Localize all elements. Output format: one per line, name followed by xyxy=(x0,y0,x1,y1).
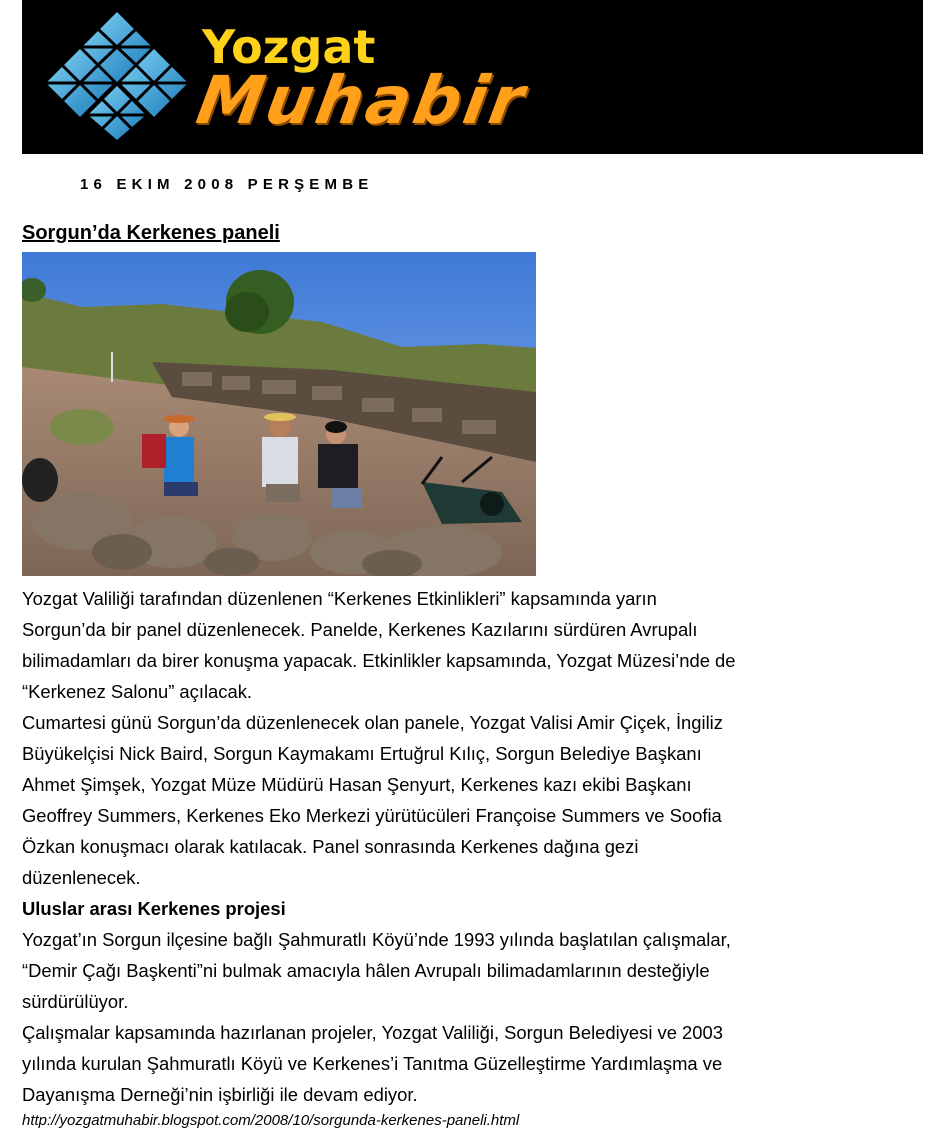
article-line: Sorgun’da bir panel düzenlenecek. Panelde, Kerkenes Kazılarını sürdüren Avrupalı xyxy=(22,619,698,640)
article-body xyxy=(22,583,902,1110)
article-line: düzenlenecek. xyxy=(22,867,141,888)
logo-text-muhabir: Muhabir xyxy=(191,62,533,139)
article-line: Büyükelçisi Nick Baird, Sorgun Kaymakamı Ertuğrul Kılıç, Sorgun Belediye Başkanı xyxy=(22,743,702,764)
article-line: Dayanışma Derneği’nin işbirliği ile devam ediyor. xyxy=(22,1084,418,1105)
source-url-link[interactable]: http://yozgatmuhabir.blogspot.com/2008/10/sorgunda-kerkenes-paneli.html xyxy=(22,1112,520,1129)
article-line: bilimadamları da birer konuşma yapacak. Etkinlikler kapsamında, Yozgat Müzesi’nde de xyxy=(22,650,736,671)
post-date: 16 EKIM 2008 PERŞEMBE xyxy=(80,176,374,193)
logo-text-yozgat: Yozgat xyxy=(202,20,376,74)
article-line: sürdürülüyor. xyxy=(22,991,129,1012)
article-line: Geoffrey Summers, Kerkenes Eko Merkezi yürütücüleri Françoise Summers ve Soofia xyxy=(22,805,722,826)
article-line: “Demir Çağı Başkenti”ni bulmak amacıyla hâlen Avrupalı bilimadamlarının desteğiyle xyxy=(22,960,710,981)
article-line: Ahmet Şimşek, Yozgat Müze Müdürü Hasan Şenyurt, Kerkenes kazı ekibi Başkanı xyxy=(22,774,692,795)
excavation-photo-icon xyxy=(22,252,536,576)
article-line: Çalışmalar kapsamında hazırlanan projeler, Yozgat Valiliği, Sorgun Belediyesi ve 2003 xyxy=(22,1022,723,1043)
article-line: yılında kurulan Şahmuratlı Köyü ve Kerkenes’i Tanıtma Güzelleştirme Yardımlaşma ve xyxy=(22,1053,723,1074)
masthead xyxy=(22,0,923,154)
diamond-logo-icon xyxy=(42,8,192,144)
article-line: Yozgat’ın Sorgun ilçesine bağlı Şahmuratlı Köyü’nde 1993 yılında başlatılan çalışmalar, xyxy=(22,929,731,950)
article-line: Cumartesi günü Sorgun’da düzenlenecek olan panele, Yozgat Valisi Amir Çiçek, İngiliz xyxy=(22,712,723,733)
article-line: Özkan konuşmacı olarak katılacak. Panel sonrasında Kerkenes dağına gezi xyxy=(22,836,639,857)
article-photo xyxy=(22,252,536,576)
article-line: Yozgat Valiliği tarafından düzenlenen “Kerkenes Etkinlikleri” kapsamında yarın xyxy=(22,588,657,609)
article-title[interactable]: Sorgun’da Kerkenes paneli xyxy=(22,222,280,244)
article-line: “Kerkenez Salonu” açılacak. xyxy=(22,681,252,702)
article-subheading: Uluslar arası Kerkenes projesi xyxy=(22,898,286,919)
